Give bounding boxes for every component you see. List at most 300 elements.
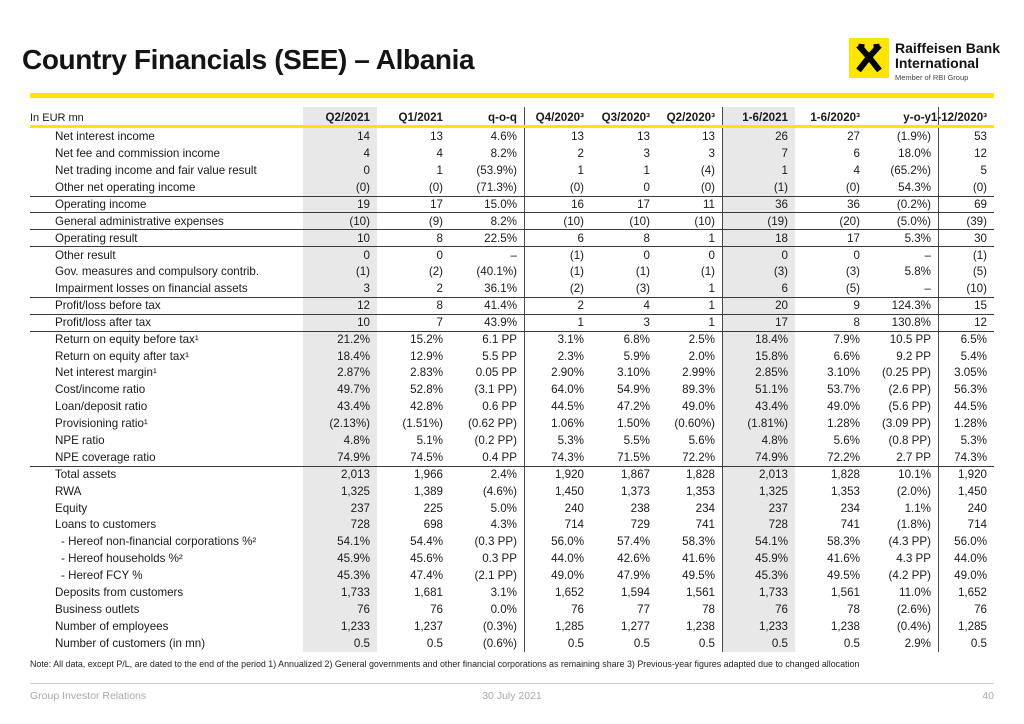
cell: 41.4% (450, 298, 525, 314)
table-row (30, 364, 994, 381)
table-row (30, 398, 994, 415)
cell: (1) (972, 248, 987, 262)
cell: 9 (853, 299, 860, 313)
row-label: NPE coverage ratio (55, 450, 156, 464)
row-label: - Hereof households %² (61, 552, 183, 566)
cell: (0.6%) (450, 635, 525, 652)
cell: (71.3%) (450, 179, 525, 196)
cell: 714 (564, 518, 584, 532)
cell: 18.4% (303, 348, 377, 365)
cell: 76 (430, 602, 443, 616)
cell: 1 (657, 230, 723, 246)
cell: 6.8% (623, 333, 650, 347)
cell: 57.4% (617, 535, 650, 549)
table-row (30, 314, 994, 331)
cell: (3.1 PP) (450, 381, 525, 398)
cell: – (450, 247, 525, 263)
cell: 54.3% (867, 179, 939, 196)
cell: 78 (847, 602, 860, 616)
table-body (30, 128, 994, 652)
footer-divider (30, 683, 994, 684)
financials-table (30, 107, 994, 652)
cell: 30 (974, 231, 987, 245)
cell: 2,013 (303, 467, 377, 483)
cell: 49.7% (303, 381, 377, 398)
cell: – (867, 280, 939, 297)
cell: 5.3% (960, 433, 987, 447)
cell: (0.2%) (867, 197, 939, 213)
cell: (2) (569, 281, 584, 295)
cell: 5.5 PP (450, 348, 525, 365)
cell: 47.2% (617, 400, 650, 414)
column-header: 1-6/2020³ (810, 111, 860, 124)
cell: 2.3% (557, 349, 584, 363)
cell: 1,233 (723, 618, 795, 635)
cell: 8.2% (450, 145, 525, 162)
cell: 44.5% (551, 400, 584, 414)
cell: 1,966 (413, 468, 443, 482)
cell: 3.1% (557, 333, 584, 347)
cell: 14 (303, 128, 377, 145)
table-row (30, 500, 994, 517)
cell: 6.5% (960, 333, 987, 347)
cell: 0 (303, 247, 377, 263)
cell: (39) (966, 214, 987, 228)
row-label: Loan/deposit ratio (55, 400, 148, 414)
cell: (4.3 PP) (867, 533, 939, 550)
cell: 36.1% (450, 280, 525, 297)
cell: 741 (840, 518, 860, 532)
table-row (30, 229, 994, 246)
row-label: Profit/loss before tax (55, 299, 161, 313)
cell: 5.5% (623, 433, 650, 447)
cell: 17 (847, 231, 860, 245)
cell: 53.7% (827, 383, 860, 397)
cell: 49.5% (827, 569, 860, 583)
footer-date: 30 July 2021 (482, 690, 542, 702)
cell: 1 (723, 162, 795, 179)
table-row (30, 483, 994, 500)
cell: 10.5 PP (867, 332, 939, 348)
row-label: Impairment losses on financial assets (55, 281, 248, 295)
cell: (2.6 PP) (867, 381, 939, 398)
cell: (0.4%) (867, 618, 939, 635)
row-label: Net fee and commission income (55, 146, 220, 160)
unit-label: In EUR mn (30, 112, 84, 124)
cell: 53 (974, 129, 987, 143)
cell: (3) (635, 281, 650, 295)
cell: 17 (637, 198, 650, 211)
cell: 1.06% (551, 417, 584, 431)
cell: (2) (428, 265, 443, 279)
cell: 0 (657, 247, 723, 263)
cell: 56.0% (954, 535, 987, 549)
footer-department: Group Investor Relations (30, 690, 147, 702)
cell: 1,450 (554, 484, 584, 498)
column-header: Q2/2020³ (657, 107, 723, 125)
cell: (1) (723, 179, 795, 196)
cell: 74.5% (410, 450, 443, 464)
cell: 1,561 (657, 584, 723, 601)
cell: 0.5 (567, 636, 584, 650)
cell: 8 (853, 316, 860, 330)
yellow-divider (30, 93, 994, 98)
cell: 8 (643, 231, 650, 245)
cell: 49.5% (657, 567, 723, 584)
cell: 17 (430, 198, 443, 211)
cell: 6 (577, 231, 584, 245)
cell: 15.8% (723, 348, 795, 365)
cell: (0.62 PP) (450, 415, 525, 432)
row-label: Provisioning ratio¹ (55, 417, 148, 431)
row-label: - Hereof non-financial corporations %² (61, 535, 257, 549)
cell: 0 (436, 248, 443, 262)
cell: 2.87% (303, 364, 377, 381)
cell: (0.8 PP) (867, 432, 939, 449)
cell: 44.0% (954, 552, 987, 566)
cell: 74.9% (723, 449, 795, 466)
table-row (30, 381, 994, 398)
cell: 1.28% (827, 417, 860, 431)
cell: 74.3% (551, 450, 584, 464)
cell: 1,285 (554, 619, 584, 633)
table-row (30, 246, 994, 263)
footer (30, 690, 994, 702)
cell: (4.2 PP) (867, 567, 939, 584)
cell: 1,828 (657, 467, 723, 483)
cell: 44.5% (954, 400, 987, 414)
cell: 74.9% (303, 449, 377, 466)
cell: 6.1 PP (450, 332, 525, 348)
cell: 698 (423, 518, 443, 532)
cell: 1,285 (957, 619, 987, 633)
cell: 1,277 (620, 619, 650, 633)
table-row (30, 466, 994, 483)
cell: 27 (847, 129, 860, 143)
cell: 2.9% (867, 635, 939, 652)
cell: 741 (657, 516, 723, 533)
cell: 0.3 PP (450, 550, 525, 567)
cell: (10) (303, 213, 377, 229)
table-row (30, 196, 994, 213)
table-row (30, 449, 994, 466)
cell: 1 (657, 298, 723, 314)
cell: 1,238 (657, 618, 723, 635)
cell: (2.13%) (303, 415, 377, 432)
logo-member-text: Member of RBI Group (894, 73, 969, 82)
cell: 0.5 (970, 636, 987, 650)
cell: (0.25 PP) (867, 364, 939, 381)
table-row (30, 263, 994, 280)
cell: (5) (845, 281, 860, 295)
cell: 2.4% (450, 467, 525, 483)
cell: 1 (577, 163, 584, 177)
cell: 1,733 (303, 584, 377, 601)
table-row (30, 533, 994, 550)
cell: 4 (853, 163, 860, 177)
cell: 1,353 (657, 483, 723, 500)
row-label: Return on equity before tax¹ (55, 333, 199, 347)
cell: 2 (577, 146, 584, 160)
cell: 124.3% (867, 298, 939, 314)
cell: 45.9% (723, 550, 795, 567)
cell: (10) (657, 213, 723, 229)
cell: 44.0% (551, 552, 584, 566)
cell: (10) (966, 281, 987, 295)
cell: 7.9% (833, 333, 860, 347)
cell: 15 (974, 299, 987, 313)
cell: 22.5% (450, 230, 525, 246)
row-label: Gov. measures and compulsory contrib. (55, 265, 260, 279)
cell: (5.6 PP) (867, 398, 939, 415)
cell: 5.8% (867, 263, 939, 280)
cell: 2.83% (410, 366, 443, 380)
cell: (2.0%) (867, 483, 939, 500)
cell: 13 (571, 129, 584, 143)
cell: 17 (723, 315, 795, 331)
table-row (30, 348, 994, 365)
row-label: Number of employees (55, 619, 169, 633)
logo-text (895, 38, 1000, 82)
cell: 1 (643, 163, 650, 177)
cell: 76 (571, 602, 584, 616)
cell: 45.3% (723, 567, 795, 584)
cell: (3.09 PP) (867, 415, 939, 432)
cell: 0.4 PP (450, 449, 525, 466)
raiffeisen-gable-cross-icon (849, 38, 889, 78)
column-header: Q1/2021 (398, 111, 443, 124)
cell: 0.0% (450, 601, 525, 618)
cell: 3 (643, 316, 650, 330)
column-header: 1-6/2021 (723, 107, 795, 125)
cell: 0.5 (843, 636, 860, 650)
page-title: Country Financials (SEE) – Albania (22, 44, 475, 75)
table-row (30, 432, 994, 449)
cell: (4) (657, 162, 723, 179)
cell: 41.6% (827, 552, 860, 566)
cell: 72.2% (827, 450, 860, 464)
cell: 45.9% (303, 550, 377, 567)
cell: 13 (430, 129, 443, 143)
cell: (0) (972, 180, 987, 194)
cell: 4.8% (723, 432, 795, 449)
cell: 7 (723, 145, 795, 162)
cell: 4.3 PP (867, 550, 939, 567)
cell: 2.7 PP (867, 449, 939, 466)
cell: 47.4% (410, 569, 443, 583)
column-header: Q4/2020³ (535, 111, 584, 124)
cell: (9) (428, 214, 443, 228)
cell: (1) (303, 263, 377, 280)
cell: 8 (436, 231, 443, 245)
cell: (1) (569, 265, 584, 279)
cell: 1 (657, 315, 723, 331)
cell: (10) (629, 214, 650, 228)
cell: 6 (723, 280, 795, 297)
cell: 3 (303, 280, 377, 297)
cell: 237 (303, 500, 377, 517)
table-row (30, 162, 994, 179)
cell: 11.0% (867, 584, 939, 601)
cell: 54.1% (303, 533, 377, 550)
cell: 5.3% (557, 433, 584, 447)
cell: (65.2%) (867, 162, 939, 179)
cell: (0) (845, 180, 860, 194)
cell: 18 (723, 230, 795, 246)
column-header: Q2/2021 (303, 107, 377, 125)
row-label: Total assets (55, 468, 117, 482)
row-label: Other result (55, 248, 116, 262)
cell: 0.5 (657, 635, 723, 652)
cell: (4.6%) (450, 483, 525, 500)
cell: 1,828 (830, 468, 860, 482)
cell: 1,373 (620, 484, 650, 498)
cell: (2.6%) (867, 601, 939, 618)
cell: (1) (635, 265, 650, 279)
cell: 49.0% (657, 398, 723, 415)
row-label: - Hereof FCY % (61, 569, 143, 583)
cell: 10 (303, 230, 377, 246)
cell: 43.9% (450, 315, 525, 331)
cell: 1.1% (867, 500, 939, 517)
cell: (1.81%) (723, 415, 795, 432)
cell: 2.90% (551, 366, 584, 380)
cell: 16 (571, 198, 584, 211)
cell: 1,867 (620, 468, 650, 482)
row-label: Operating income (55, 198, 147, 211)
table-row (30, 145, 994, 162)
cell: 11 (657, 197, 723, 213)
cell: 3.10% (617, 366, 650, 380)
cell: 54.9% (617, 383, 650, 397)
table-row (30, 567, 994, 584)
cell: 729 (630, 518, 650, 532)
cell: 5.3% (867, 230, 939, 246)
row-label: Net trading income and fair value result (55, 163, 257, 177)
cell: 2.85% (723, 364, 795, 381)
cell: 5.9% (623, 349, 650, 363)
cell: 728 (303, 516, 377, 533)
table-row (30, 601, 994, 618)
cell: 5.6% (833, 433, 860, 447)
cell: 1,920 (554, 468, 584, 482)
cell: 1,920 (957, 468, 987, 482)
cell: (53.9%) (450, 162, 525, 179)
cell: 1 (436, 163, 443, 177)
table-row (30, 128, 994, 145)
page-number: 40 (982, 690, 994, 702)
row-label: Profit/loss after tax (55, 316, 152, 330)
table-row (30, 297, 994, 314)
cell: 234 (840, 501, 860, 515)
row-label: Deposits from customers (55, 585, 184, 599)
cell: 1,325 (303, 483, 377, 500)
row-label: Operating result (55, 231, 138, 245)
cell: 2.0% (657, 348, 723, 365)
cell: 0 (723, 247, 795, 263)
cell: 4 (643, 299, 650, 313)
cell: 5.4% (960, 349, 987, 363)
cell: 0.05 PP (450, 364, 525, 381)
cell: 3 (643, 146, 650, 160)
cell: (10) (563, 214, 584, 228)
cell: (40.1%) (450, 263, 525, 280)
cell: 2.5% (657, 332, 723, 348)
cell: (0.60%) (657, 415, 723, 432)
cell: (1) (657, 263, 723, 280)
cell: (20) (839, 214, 860, 228)
row-label: General administrative expenses (55, 214, 224, 228)
cell: 1,450 (957, 484, 987, 498)
cell: 13 (637, 129, 650, 143)
cell: 240 (967, 501, 987, 515)
cell: 45.6% (410, 552, 443, 566)
cell: (3) (723, 263, 795, 280)
cell: 9.2 PP (867, 348, 939, 365)
cell: 6.6% (833, 349, 860, 363)
cell: 6 (853, 146, 860, 160)
cell: 43.4% (303, 398, 377, 415)
cell: 0.6 PP (450, 398, 525, 415)
cell: 2 (577, 299, 584, 313)
cell: 1,652 (957, 585, 987, 599)
column-header: Q3/2020³ (601, 111, 650, 124)
footnote: Note: All data, except P/L, are dated to the end of the period 1) Annualized 2) General governments and other financial corporations as remaining share 3) Previous-year figures adapted due to changed allocation (30, 659, 860, 669)
cell: 1,353 (830, 484, 860, 498)
cell: 5.6% (657, 432, 723, 449)
cell: (0.2 PP) (450, 432, 525, 449)
cell: 10.1% (867, 467, 939, 483)
cell: 21.2% (303, 332, 377, 348)
table-row (30, 516, 994, 533)
cell: 0.5 (723, 635, 795, 652)
cell: 1 (657, 280, 723, 297)
cell: (2.1 PP) (450, 567, 525, 584)
cell: 1,238 (830, 619, 860, 633)
cell: 76 (303, 601, 377, 618)
cell: (0.3%) (450, 618, 525, 635)
cell: 18.4% (723, 332, 795, 348)
row-label: Return on equity after tax¹ (55, 349, 190, 363)
cell: 8.2% (450, 213, 525, 229)
cell: 8 (436, 299, 443, 313)
cell: 64.0% (551, 383, 584, 397)
cell: 54.4% (410, 535, 443, 549)
cell: 5 (980, 163, 987, 177)
cell: (19) (723, 213, 795, 229)
cell: 12 (974, 316, 987, 330)
company-logo (849, 38, 1000, 82)
cell: 234 (657, 500, 723, 517)
cell: 42.6% (617, 552, 650, 566)
cell: 12 (974, 146, 987, 160)
cell: 36 (847, 198, 860, 211)
cell: (0.3 PP) (450, 533, 525, 550)
cell: 1.28% (954, 417, 987, 431)
cell: 13 (657, 128, 723, 145)
cell: 237 (723, 500, 795, 517)
cell: 49.0% (551, 569, 584, 583)
cell: 1,325 (723, 483, 795, 500)
cell: 1,561 (830, 585, 860, 599)
cell: 76 (723, 601, 795, 618)
cell: (3) (845, 265, 860, 279)
cell: 69 (974, 198, 987, 211)
cell: 3.1% (450, 584, 525, 601)
table-row (30, 618, 994, 635)
cell: 225 (423, 501, 443, 515)
cell: 0.5 (303, 635, 377, 652)
